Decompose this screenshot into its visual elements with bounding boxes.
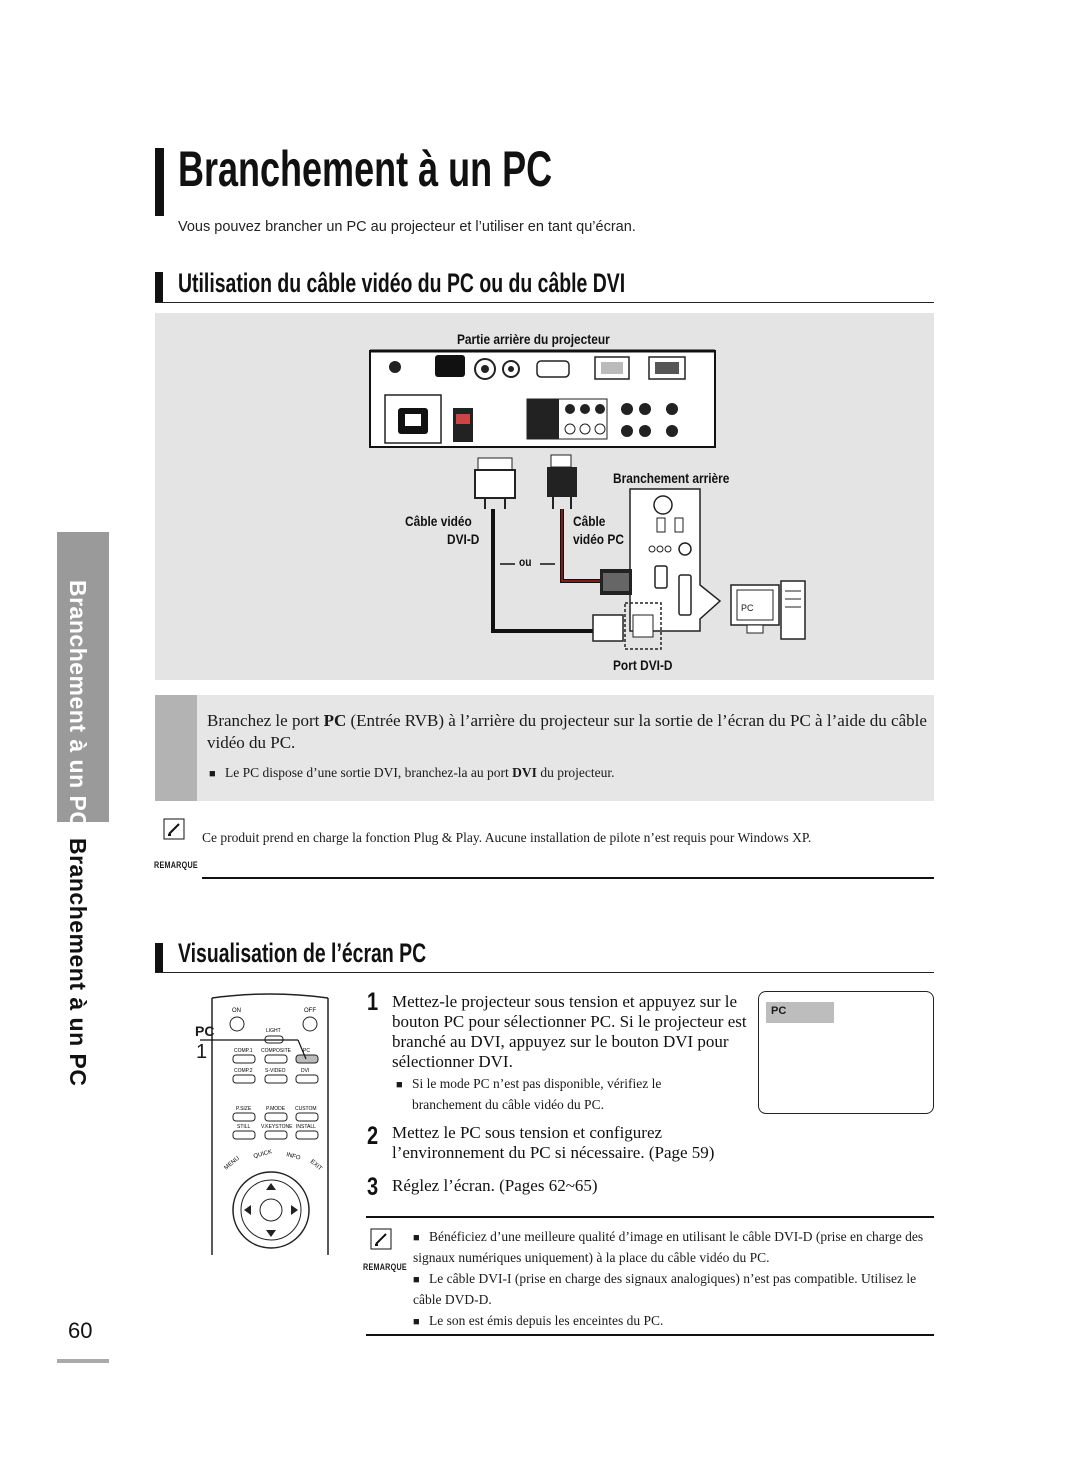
or-label: ou — [519, 555, 532, 569]
connection-diagram — [155, 313, 934, 680]
note2-bottom-rule — [366, 1334, 934, 1336]
svg-text:INSTALL: INSTALL — [296, 1124, 316, 1130]
svg-text:LIGHT: LIGHT — [266, 1028, 281, 1034]
svg-text:S-VIDEO: S-VIDEO — [265, 1068, 286, 1074]
section2-rule — [155, 972, 934, 973]
instruction-bullet: ■ Le PC dispose d’une sortie DVI, branchez-la au port DVI du projecteur. — [209, 765, 615, 780]
remote-control — [190, 990, 350, 1260]
section1-heading: Utilisation du câble vidéo du PC ou du câble DVI — [178, 268, 626, 298]
svg-text:CUSTOM: CUSTOM — [295, 1106, 317, 1112]
svg-text:COMPOSITE: COMPOSITE — [261, 1048, 292, 1054]
step3-text: Réglez l’écran. (Pages 62~65) — [392, 1176, 598, 1195]
dvi-cable-label: Câble vidéo — [405, 513, 472, 529]
svg-text:DVI: DVI — [301, 1068, 310, 1074]
svg-text:EXIT: EXIT — [308, 1158, 323, 1173]
note1-text: Ce produit prend en charge la fonction Plug & Play. Aucune installation de pilote n’est requis pour Windows XP. — [202, 830, 812, 845]
connection-diagram-drawing — [155, 313, 934, 680]
step1-text: Mettez-le projecteur sous tension et appuyez sur le bouton PC pour sélectionner PC. Si le projecteur est branché au DVI, appuyez sur le bouton DVI pour sélectionner DVI. — [392, 992, 747, 1071]
note2-label: REMARQUE — [363, 1262, 407, 1272]
step1-note: ■ Si le mode PC n’est pas disponible, vérifiez le branchement du câble vidéo du PC. — [396, 1076, 662, 1112]
instruction-stripe — [155, 695, 197, 801]
note2-item-1: ■ Bénéficiez d’une meilleure qualité d’image en utilisant le câble DVI-D (prise en charge des signaux numériques uniquement) à la place du câble vidéo du PC. — [413, 1229, 924, 1265]
svg-text:ON: ON — [232, 1008, 241, 1014]
step2-text: Mettez le PC sous tension et configurez l’environnement du PC si nécessaire. (Page 59) — [392, 1123, 715, 1162]
instruction-text: Branchez le port PC (Entrée RVB) à l’arrière du projecteur sur la sortie de l’écran du PC à l’aide du câble vidéo du PC. — [207, 711, 927, 752]
remote-step-marker: 1 — [196, 1041, 208, 1063]
step3-number: 3 — [367, 1173, 379, 1201]
svg-text:COMP.1: COMP.1 — [234, 1048, 253, 1054]
note2-top-rule — [366, 1216, 934, 1218]
remote-pc-label: PC — [195, 1023, 215, 1039]
side-chapter-label: Branchement à un PC — [65, 838, 91, 1087]
svg-text:V.KEYSTONE: V.KEYSTONE — [261, 1124, 293, 1130]
page-title: Branchement à un PC — [178, 141, 553, 197]
step2-number: 2 — [367, 1122, 379, 1150]
pc-cable-label: Câble — [573, 513, 606, 529]
svg-text:COMP.2: COMP.2 — [234, 1068, 253, 1074]
note1-label: REMARQUE — [154, 860, 198, 870]
rear-panel-label: Partie arrière du projecteur — [457, 331, 610, 347]
note1-rule — [202, 877, 934, 879]
svg-text:MENU: MENU — [223, 1155, 241, 1172]
page-subtitle: Vous pouvez brancher un PC au projecteur et l’utiliser en tant qu’écran. — [178, 219, 636, 235]
note2-pencil-icon — [370, 1228, 392, 1255]
note2-item-3: ■ Le son est émis depuis les enceintes du PC. — [413, 1313, 664, 1328]
pc-screen-label: PC — [741, 603, 754, 613]
svg-text:P.MODE: P.MODE — [266, 1106, 286, 1112]
page-number: 60 — [68, 1318, 93, 1343]
rear-connection-label: Branchement arrière — [613, 470, 730, 486]
svg-text:STILL: STILL — [237, 1124, 251, 1130]
section2-heading: Visualisation de l’écran PC — [178, 938, 427, 968]
note-pencil-icon — [163, 818, 185, 845]
svg-text:PC: PC — [303, 1048, 310, 1054]
note2-item-2: ■ Le câble DVI-I (prise en charge des signaux analogiques) n’est pas compatible. Utilisez le câble DVD-D. — [413, 1271, 917, 1307]
pc-cable-type-label: vidéo PC — [573, 531, 624, 547]
dvi-cable-type-label: DVI-D — [447, 531, 480, 547]
svg-text:QUICK: QUICK — [252, 1149, 273, 1160]
page-number-rule — [57, 1359, 109, 1363]
step1-number: 1 — [367, 988, 379, 1016]
osd-source-label: PC — [771, 1005, 787, 1017]
svg-text:OFF: OFF — [304, 1008, 316, 1014]
svg-text:P.SIZE: P.SIZE — [236, 1106, 252, 1112]
section1-accent-bar — [155, 272, 163, 302]
side-tab-label: Branchement à un PC — [65, 580, 91, 829]
section2-accent-bar — [155, 943, 163, 973]
section1-rule — [155, 302, 934, 303]
svg-text:INFO: INFO — [285, 1152, 301, 1162]
title-accent-bar — [155, 148, 164, 216]
dvi-port-label: Port DVI-D — [613, 657, 673, 673]
